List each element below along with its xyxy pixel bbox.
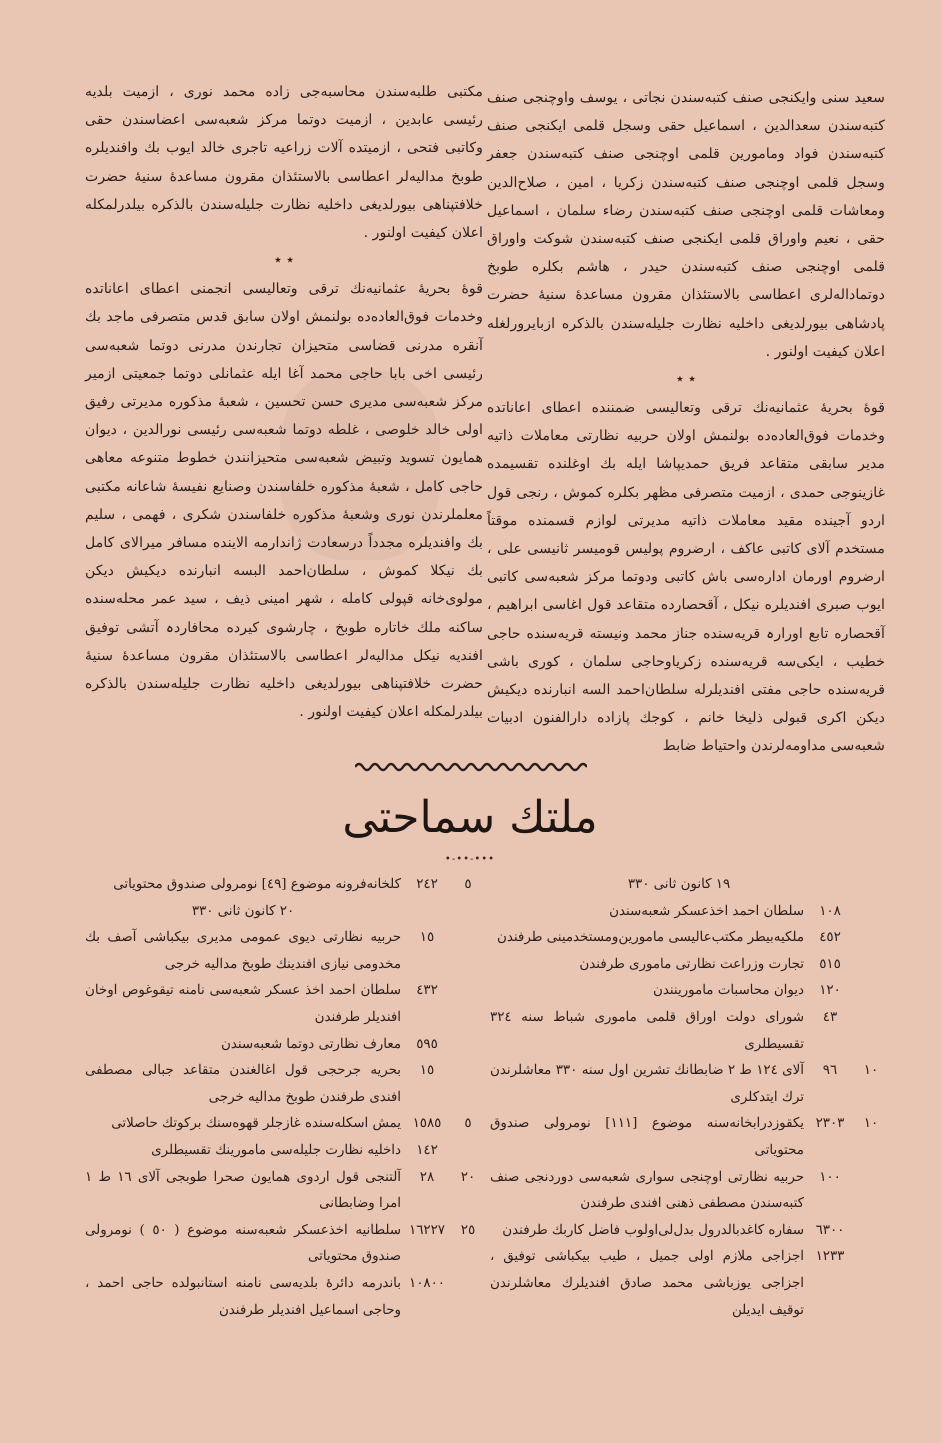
- ledger-entry: [490, 1218, 886, 1245]
- entry-amount: ١٢٠: [819, 983, 841, 999]
- entry-subunit: ١٠: [863, 1063, 879, 1079]
- ledger-date: ١٩ كانون ثانی ٣٣٠: [627, 877, 731, 892]
- entry-subunit: [856, 1244, 886, 1324]
- entry-description: تجارت وزراعت نظارتی ما‌موری طرفندن: [579, 956, 804, 972]
- entry-description: سلطان احمد اخذعسکر شعبه‌سندن: [609, 903, 804, 919]
- left-paragraph-2: قوهٔ بحریهٔ عثمانیه‌نك ترقی وتعالیسی انجمنی اعطای اعاناتده وخدمات فوق‌العاده‌ده بولنمش اولان سابق قدس متصرفی ماجد بك آنقره مدرنی قضاسی متحیزان تجارندن مدرنی دوتما شعبه‌سی رئیسی اخی بابا حاجی محمد آغا ایله عثمانلی دوتما جمعیتی ازمیر مرکز شعبه‌سی مدیری حسن تحسین ، شعبهٔ مذکوره مدیرتی رفیق اولی خالد خلوصی ، غلطه دوتما شعبه‌سی رئیسی نورالدین ، دیوان همایون تسوید وتبیض شعبه‌سی متحیزانندن خطوط متنوعه معاهی حاجی کامل ، شعبهٔ مذکوره خلفاسندن وصنایع نفیسهٔ شاعانه مکتبی معلملرندن نوری وشعبهٔ مذکوره خلفاسندن شکری ، فهمی ، سلیم بك وافندیلره مجدداً درسعادت ژاندارمه الاینده مسافر میرالای کامل بك نیکلا کموش ، سلطان‌احمد البسه انبارنده دیکیش دیکن مولوی‌خانه قپولی کامله ، شهر امینی ذیف ، سید عمر محله‌سنده ساکنه ملك خاتاره طوبخ ، چارشوی کیرده محافاردہ آتشی توفیق افندیه نیکل مدالیه‌لر اعطاسی بالاستئذان مقرون مساعدهٔ سنیهٔ حضرت خلافتپناهی بیورلدیغی داخلیه نظارت جلیله‌سندن بالذکره بیلدرلمکله اعلان کیفیت اولنور .: [85, 281, 483, 721]
- entry-amount: [401, 899, 453, 926]
- entry-amount: ٥١٥: [819, 956, 841, 972]
- entry-amount: ٤٥٢: [819, 930, 841, 946]
- entry-description: کلخانه‌فرونه موضوع [٤٩] نومرولی صندوق محتویاتی: [113, 877, 401, 892]
- ledger-entry: [85, 1058, 483, 1111]
- entry-amount: ١٤٢: [416, 1142, 438, 1158]
- right-paragraph-2: قوهٔ بحریهٔ عثمانیه‌نك ترقی وتعالیسی ضمننده اعطای اعاناتده وخدمات فوق‌العاده‌ده بولنمش اولان حربیه نظارتی معاملات ذاتیه مدیر سابقی متقاعد فریق حمدیپاشا ایله بك اوغلنده تقسیمده غازینوجی حمدی ، ازمیت متصرفی مظهر بکلره کموش ، رنجی قول اردو آجینده مقید معاملات ذاتیه مدیرتی لوازم قسمنده موقتاً مستخدم آلای کاتبی عاکف ، ارضروم پولیس قومیسر ثانیسی علی ، ارضروم اورمان اداره‌سی باش کاتبی ودوتما مرکز شعبه‌سی کاتبی ایوب صبری افندیلره نیکل ، آقحصارده متقاعد قول اغاسی ابراهیم ، آقحصاره تابع اورارہ قریه‌سنده جناز محمد ونیسته قریه‌سنده حاجی خطیب ، ایکی‌سه قریه‌سنده زکریاوحاجی سلمان ، کوری باشی قریه‌سنده حاجی مفتی افندیلرله سلطان‌احمد السه انبارنده دیکیش دیکن اکری قبولی ذلیخا خانم ، کوجك پازاده دارالفنون ادبیات شعبه‌سی مداومه‌لرندن واحتیاط ضابط: [487, 400, 885, 755]
- entry-subunit: [453, 925, 483, 978]
- entry-description: معارف نظارتی دوتما شعبه‌سندن: [221, 1036, 401, 1052]
- entry-amount: ٤٣: [822, 1009, 838, 1025]
- entry-amount: ١٠٨٠٠: [409, 1275, 445, 1291]
- entry-subunit: [856, 952, 886, 979]
- entry-amount: ١٠٨: [819, 903, 841, 919]
- entry-subunit: [453, 978, 483, 1031]
- entry-amount: ٩٦: [822, 1063, 838, 1079]
- entry-description: یکقوزدرابخانه‌سنه موضوع [١١١] نومرولی صندوق محتویاتی: [490, 1116, 804, 1158]
- stars-separator: ٭ ٭: [676, 371, 696, 388]
- entry-description: دیوان محاسبات ما‌مورینندن: [653, 983, 804, 999]
- ledger-entry: [85, 1218, 483, 1271]
- right-ledger: [490, 872, 886, 1324]
- entry-amount: ٢٨: [419, 1169, 435, 1185]
- entry-subunit: [856, 1218, 886, 1245]
- ledger-entry: [85, 1138, 483, 1165]
- entry-subunit: ٥: [464, 1116, 472, 1132]
- entry-subunit: [453, 1271, 483, 1324]
- entry-amount: ١٦٢٢٧: [409, 1222, 445, 1238]
- entry-subunit: [453, 1138, 483, 1165]
- entry-amount: ٤٣٢: [416, 983, 438, 999]
- entry-description: شورای دولت اوراق قلمی ما‌موری شباط سنه ٣٢٤ تقسیطلری: [490, 1009, 804, 1052]
- left-ledger: [85, 872, 483, 1324]
- title-ornament: •-••-•••: [444, 854, 496, 865]
- entry-description: باندرمه دائرهٔ بلدیه‌سی نامنه استانبولده حاجی احمد ، وحاجی اسماعیل افندیلر طرفندن: [85, 1275, 401, 1318]
- entry-description: ٢٠ كانون ثانی ٣٣٠: [191, 903, 295, 919]
- entry-amount: ١٢٣٣: [815, 1249, 845, 1265]
- entry-amount: ١٥: [419, 1063, 435, 1079]
- entry-description: سفاره کاغدبالدرول بدل‌لی‌اولوب فاضل کاربك طرفندن: [502, 1222, 804, 1238]
- entry-description: آلتنجی قول اردوی همایون صحرا طوبجی آلای ١٦ ط ١ امرا وضابطانی: [85, 1169, 401, 1212]
- ledger-entry: [85, 925, 483, 978]
- entry-amount: ٢٤٢: [416, 877, 438, 892]
- ledger-entry: [490, 1058, 886, 1111]
- section-title: ملتك سماحتی: [342, 792, 598, 843]
- entry-subunit: [453, 1058, 483, 1111]
- ledger-entry: [85, 1111, 483, 1138]
- ledger-entry: [490, 1111, 886, 1164]
- entry-subunit: ٥: [464, 877, 472, 892]
- entry-subunit: [856, 925, 886, 952]
- entry-subunit: [856, 1005, 886, 1058]
- right-ledger-entries: [490, 899, 886, 1325]
- wavy-divider: [355, 760, 587, 774]
- entry-subunit: [856, 1165, 886, 1218]
- left-ledger-entries: [85, 872, 483, 1324]
- entry-subunit: [453, 899, 483, 926]
- entry-amount: ٦٣٠٠: [815, 1222, 845, 1238]
- ledger-entry: [85, 1032, 483, 1059]
- entry-amount: ١٥: [419, 930, 435, 946]
- entry-amount: ١٠٠: [819, 1169, 841, 1185]
- ledger-entry: [490, 978, 886, 1005]
- entry-description: سلطان احمد اخذ عسکر شعبه‌سی نامنه تیقوغوص اوخان افندیلر طرفندن: [85, 983, 401, 1025]
- stars-separator: ٭ ٭: [274, 252, 294, 269]
- left-paragraph-1: مکتبی طلبه‌سندن محاسبه‌جی زاده محمد نوری ، ازمیت بلدیه رئیسی عابدین ، ازمیت دوتما مرکز شعبه‌سی اعضاسندن حقی وکاتبی فتحی ، ازمیتده آلات زراعیه تاجری خالد ایوب بك وافندیلره طوبخ مدالیه‌لر اعطاسی بالاستئذان مقرون مساعدهٔ سنیهٔ حضرت خلافتپناهی بیورلدیغی داخلیه نظارت جلیله‌سندن بالذکره بیلدرلمکله اعلان کیفیت اولنور .: [85, 84, 483, 242]
- entry-description: حربیه نظارتی اوچنجی سواری شعبه‌سی دوردنجی صنف کتبه‌سندن مصطفی ذهنی افندی طرفندن: [490, 1169, 804, 1212]
- ledger-entry: [85, 1165, 483, 1218]
- ledger-entry: [85, 872, 483, 899]
- entry-description: سلطانیه اخذعسکر شعبه‌سنه موضوع ( ٥٠ ) نومرولی صندوق محتویاتی: [85, 1222, 402, 1265]
- ledger-entry: [490, 952, 886, 979]
- entry-description: آلای ١٢٤ ط ٢ ضابطانك تشرین اول سنه ٣٣٠ معاشلرندن ترك ایتدکلری: [490, 1063, 804, 1105]
- entry-description: یمش اسکله‌سنده غازجلر قهوه‌سنك برکوتك حاصلاتی: [111, 1116, 401, 1132]
- entry-amount: ٢٣٠٣: [815, 1116, 845, 1132]
- ledger-entry: [490, 925, 886, 952]
- entry-description: اجزاجی ملازم اولی جمیل ، طیب بیکباشی توفیق ، اجزاجی یوزباشی محمد صادق افندیلرك معاشلرندن توقیف ایدیلن: [490, 1249, 804, 1318]
- left-column: [85, 78, 483, 726]
- entry-subunit: [453, 1032, 483, 1059]
- right-column: [487, 84, 885, 761]
- ledger-entry: [490, 1165, 886, 1218]
- entry-amount: ٥٩٥: [416, 1036, 438, 1052]
- entry-description: ملکیه‌بیطر مکتب‌عالیسی ما‌مورین‌ومستخدمینی طرفندن: [497, 930, 804, 946]
- entry-subunit: ١٠: [863, 1116, 879, 1132]
- ledger-entry: [490, 899, 886, 926]
- right-paragraph-1: سعید سنی وایکنجی صنف کتبه‌سندن نجاتی ، یوسف واوچنجی صنف کتبه‌سندن سعدالدین ، اسماعیل حقی وسجل قلمی ایکنجی صنف کتبه‌سندن فواد وما‌مورین قلمی اوچنجی صنف کتبه‌سندن جعفر وسجل قلمی اوچنجی صنف کتبه‌سندن زکریا ، امین ، صلاح‌الدین ومعاشات قلمی اوچنجی صنف کتبه‌سندن رضاء سلمان ، اسماعیل حقی ، نعیم واوراق قلمی ایکنجی صنف کتبه‌سندن شوکت واوراق قلمی اوچنجی صنف کتبه‌سندن حیدر ، هاشم بکلره طوبخ دوتماداله‌لری اعطاسی بالاستئذان مقرون مساعدهٔ سنیهٔ حضرت پادشاهی بیورلدیغی داخلیه نظارت جلیله‌سندن بالذکره ازبایرورلغله اعلان کیفیت اولنور .: [487, 90, 885, 360]
- entry-subunit: ٢٠: [460, 1169, 476, 1185]
- entry-description: بحریه جرحجی قول اغالغندن متقاعد جبالی مصطفی افندی طرفندن طوبخ مدالیه خرجی: [85, 1063, 401, 1105]
- entry-description: داخلیه نظارت جلیله‌سی ما‌مورینك تقسیطلری: [151, 1142, 401, 1158]
- ledger-entry: [490, 1244, 886, 1324]
- entry-subunit: ٢٥: [460, 1222, 476, 1238]
- entry-subunit: [856, 899, 886, 926]
- entry-description: حربیه نظارتی دیوی عمومی مدیری بیکباشی آصف بك مخدومی نیازی افندینك طوبخ مدالیه خرجی: [85, 930, 401, 972]
- entry-amount: ١٥٨٥: [412, 1116, 442, 1132]
- ledger-entry: [85, 978, 483, 1031]
- ledger-entry: [85, 899, 483, 926]
- ledger-entry: [490, 1005, 886, 1058]
- ledger-entry: [85, 1271, 483, 1324]
- entry-subunit: [856, 978, 886, 1005]
